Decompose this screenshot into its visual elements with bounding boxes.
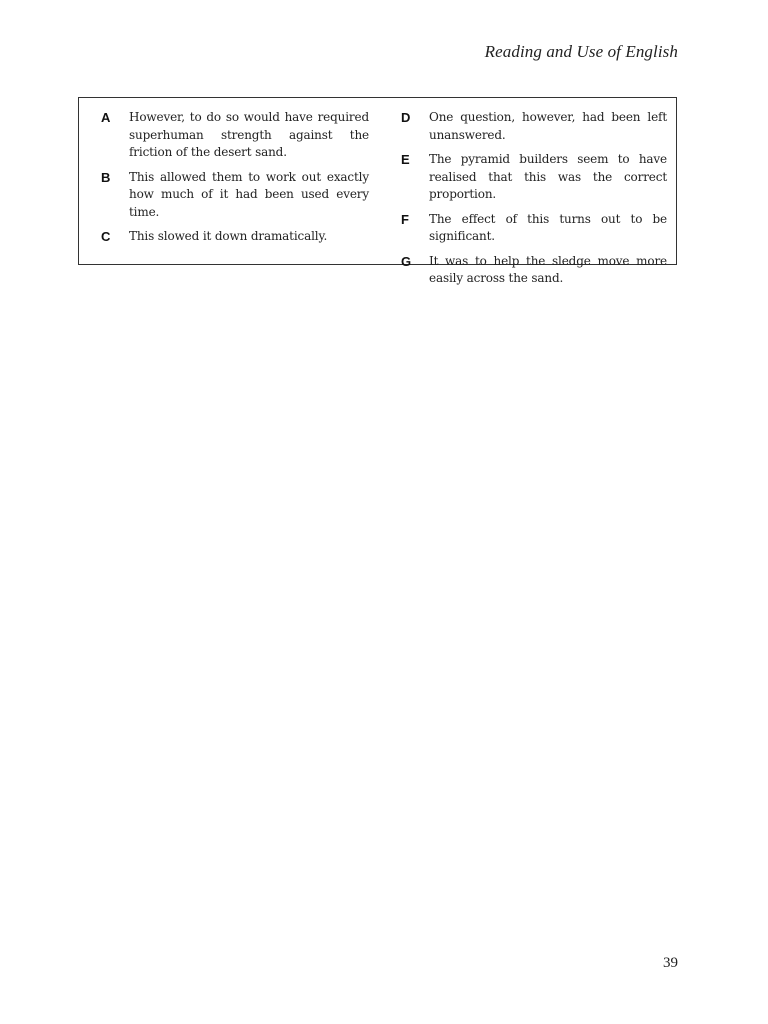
option-text: This allowed them to work out exactly how much of it had been used every time. (129, 169, 369, 219)
option-text: This slowed it down dramatically. (129, 229, 328, 243)
option-text: One question, however, had been left unanswered. (429, 110, 667, 142)
option-b (101, 169, 369, 222)
option-letter: D (401, 110, 411, 125)
option-g (401, 253, 667, 288)
option-e (401, 151, 667, 204)
option-d (401, 109, 667, 144)
options-column-right (401, 109, 667, 295)
option-a (101, 109, 369, 162)
option-letter: B (101, 169, 111, 185)
option-letter: G (401, 253, 412, 269)
options-column-left (101, 109, 369, 253)
answer-options-box (78, 97, 677, 285)
option-text: The pyramid builders seem to have realised that this was the correct proportion. (429, 152, 667, 201)
running-header: Reading and Use of English (484, 42, 678, 61)
option-c (101, 228, 369, 246)
option-f (401, 211, 667, 246)
option-text: However, to do so would have required superhuman strength against the friction of the desert sand. (129, 110, 369, 159)
option-text: It was to help the sledge move more easily across the sand. (429, 253, 667, 285)
option-text: The effect of this turns out to be significant. (429, 211, 667, 243)
option-letter: E (401, 152, 410, 167)
option-letter: C (101, 229, 111, 244)
option-letter: F (401, 211, 409, 227)
page-number: 39 (663, 955, 678, 971)
option-letter: A (101, 110, 111, 125)
